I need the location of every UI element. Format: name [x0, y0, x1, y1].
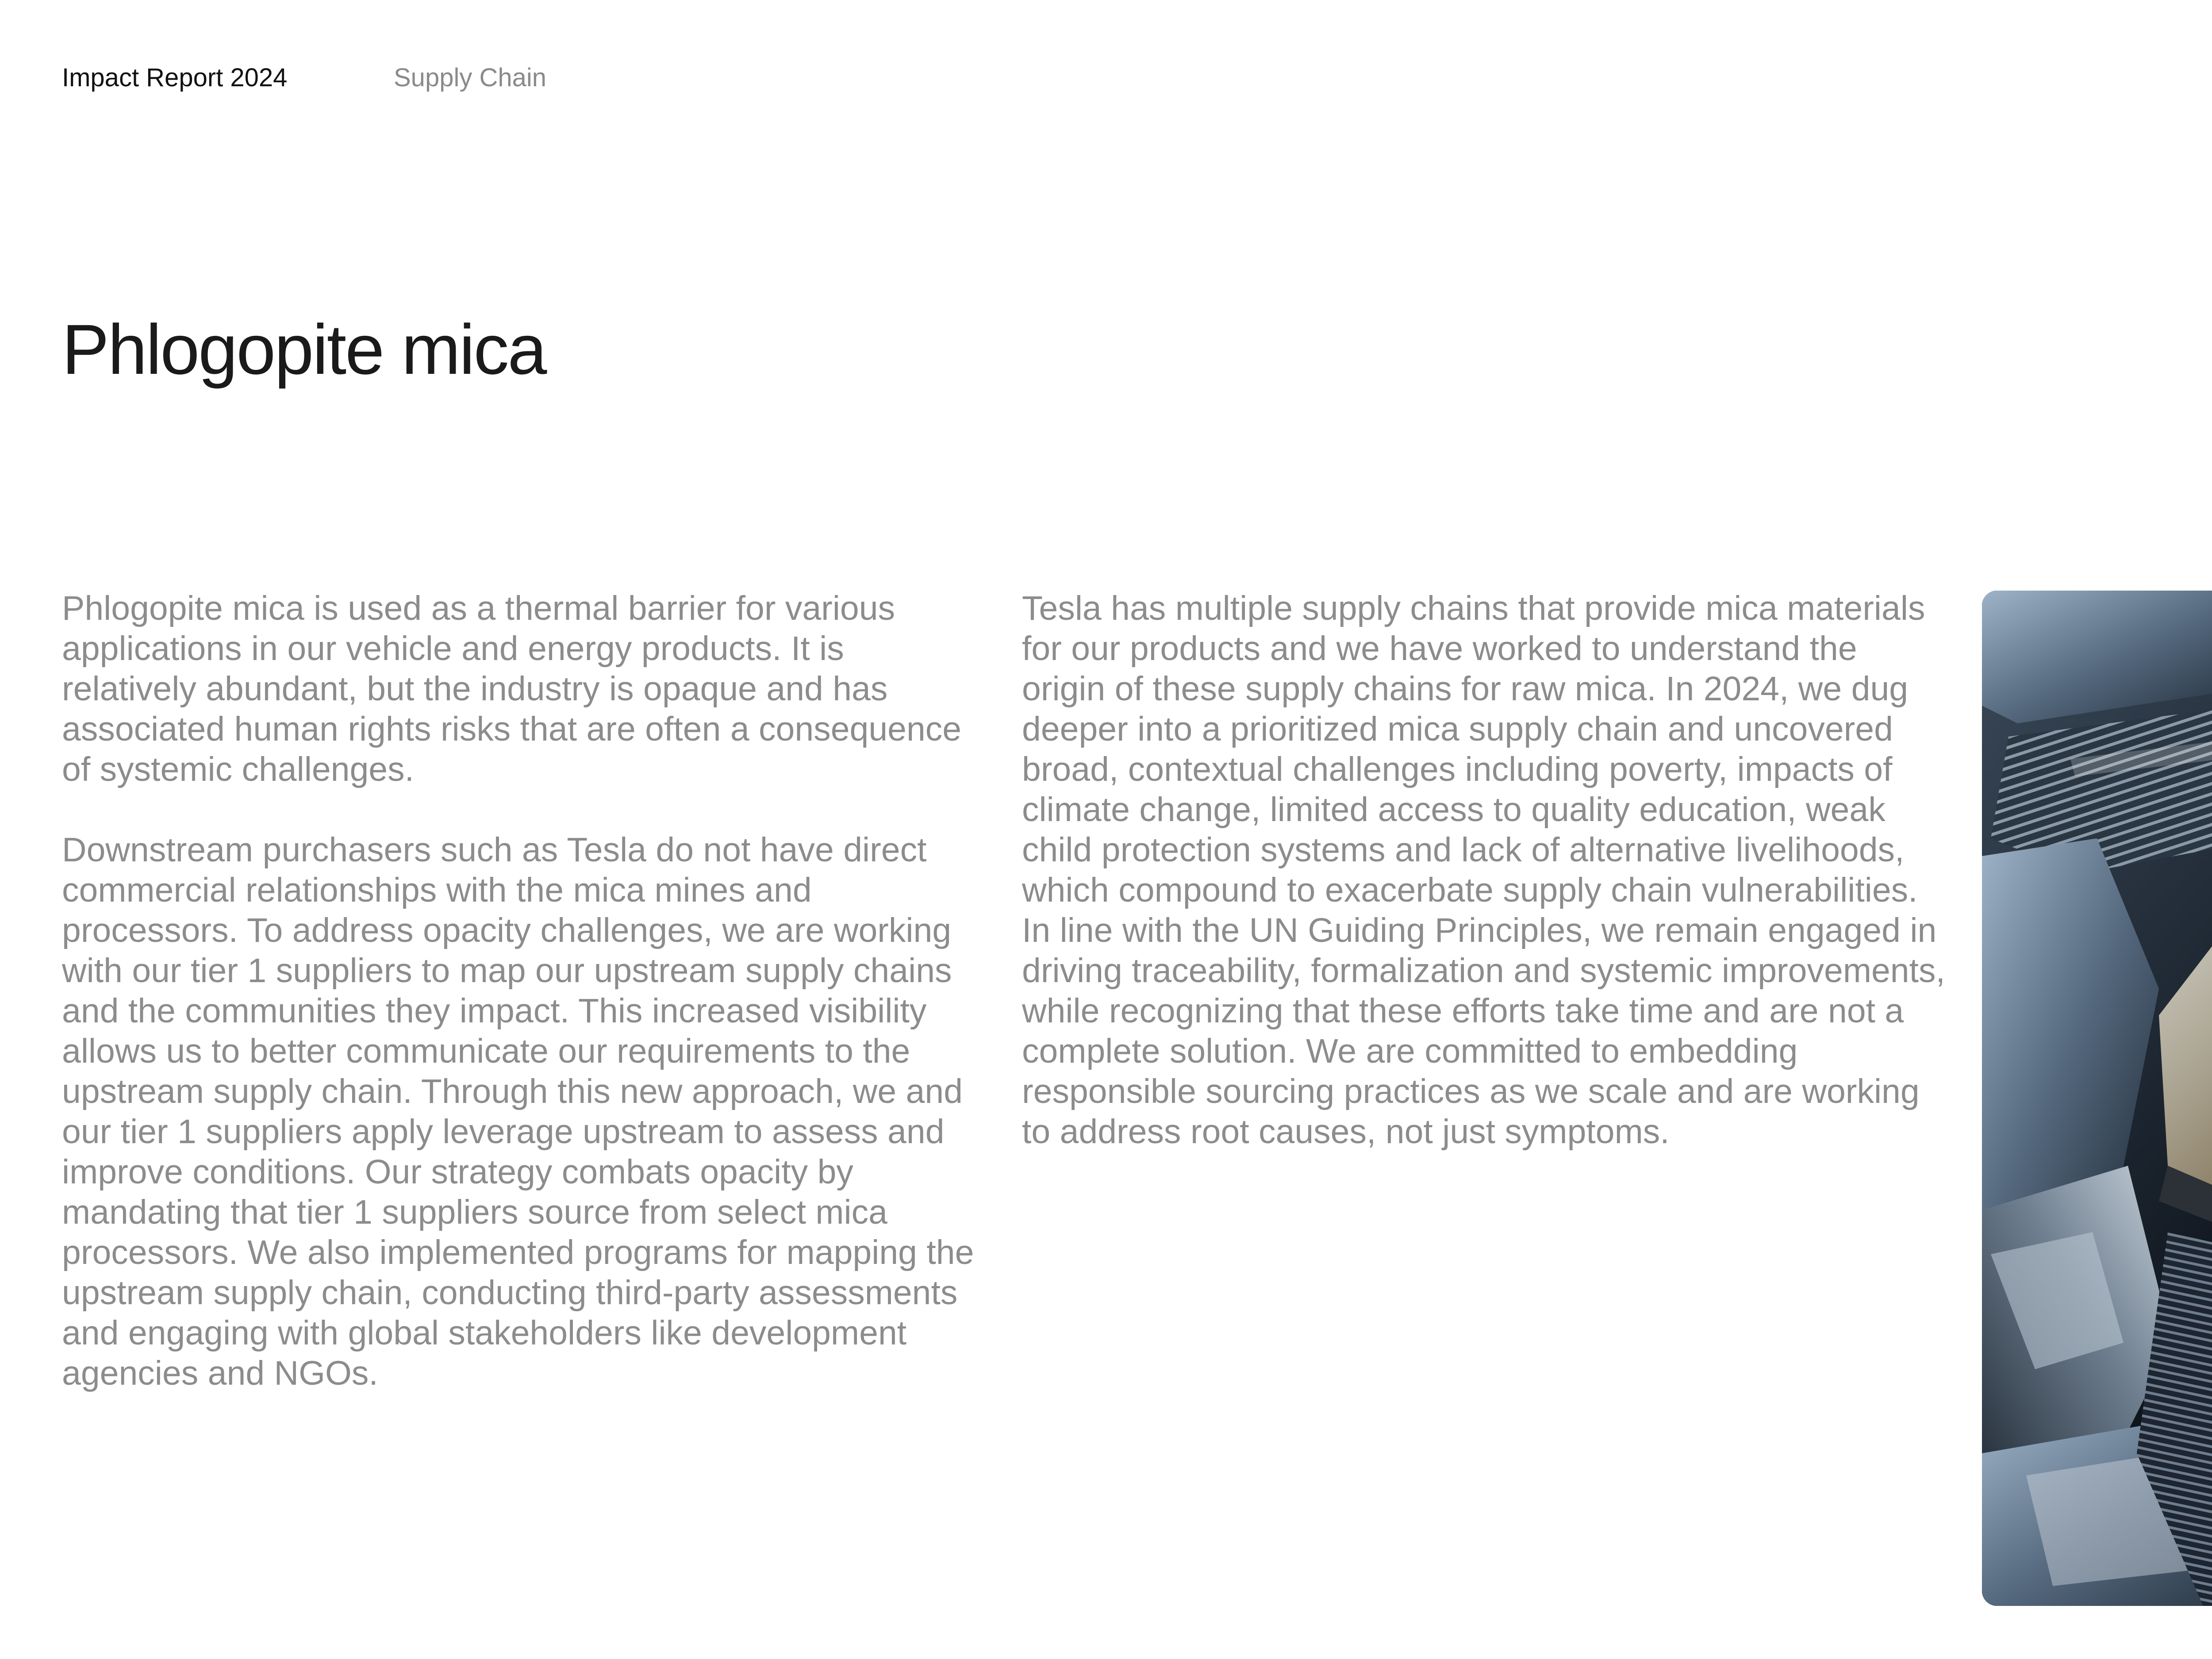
page-title: Phlogopite mica	[62, 310, 546, 389]
body-column-middle	[1022, 588, 1947, 1192]
mica-crystals-photo	[1982, 591, 2212, 1606]
paragraph: Downstream purchasers such as Tesla do not have direct commercial relationships with the mica mines and processors. To address opacity challenges, we are working with our tier 1 suppliers to map our upstream supply chains and the communities they impact. This increased visibility allows us to better communicate our requirements to the upstream supply chain. Through this new approach, we and our tier 1 suppliers apply leverage upstream to assess and improve conditions. Our strategy combats opacity by mandating that tier 1 suppliers source from select mica processors. We also implemented programs for mapping the upstream supply chain, conducting third-party assessments and engaging with global stakeholders like development agencies and NGOs.	[62, 831, 974, 1392]
section-label: Supply Chain	[394, 63, 546, 92]
mica-crystals-illustration	[1982, 591, 2212, 1606]
paragraph: Phlogopite mica is used as a thermal barrier for various applications in our vehicle and energy products. It is relatively abundant, but the industry is opaque and has associated human rights risks that are often a consequence of systemic challenges.	[62, 589, 962, 788]
body-column-left	[62, 588, 987, 1434]
paragraph: Tesla has multiple supply chains that provide mica materials for our products and we have worked to understand the origin of these supply chains for raw mica. In 2024, we dug deeper into a prioritized mica supply chain and uncovered broad, contextual challenges including poverty, impacts of climate change, limited access to quality education, weak child protection systems and lack of alternative livelihoods, which compound to exacerbate supply chain vulnerabilities. In line with the UN Guiding Principles, we remain engaged in driving traceability, formalization and systemic improvements, while recognizing that these efforts take time and are not a complete solution. We are committed to embedding responsible sourcing practices as we scale and are working to address root causes, not just symptoms.	[1022, 589, 1945, 1151]
page-header	[62, 60, 2212, 96]
report-title: Impact Report 2024	[62, 63, 288, 92]
